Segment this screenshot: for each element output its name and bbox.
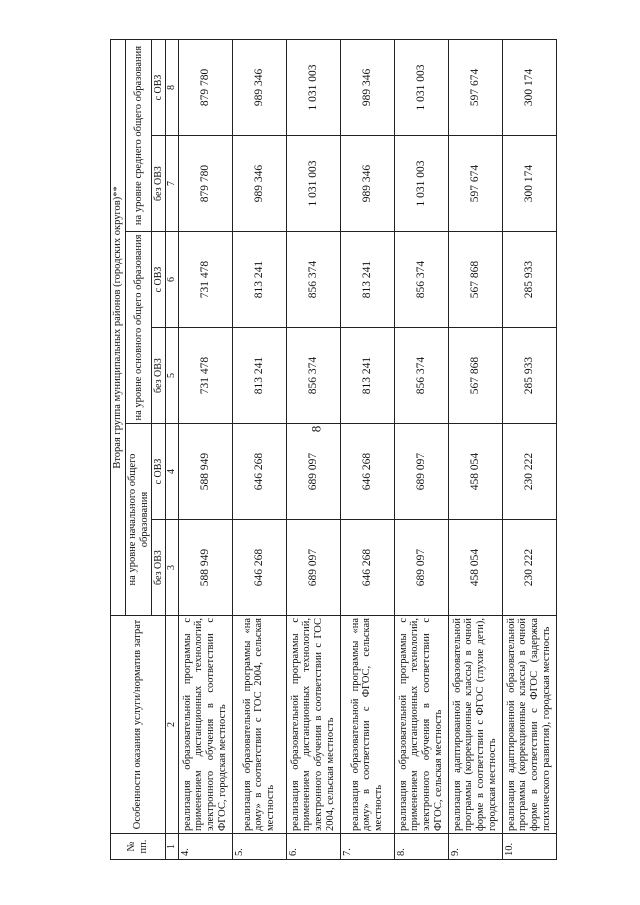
row-value: 989 346 xyxy=(340,39,394,135)
row-value: 646 268 xyxy=(232,424,286,520)
row-value: 646 268 xyxy=(340,520,394,616)
row-value: 989 346 xyxy=(232,136,286,232)
row-value: 813 241 xyxy=(340,232,394,328)
row-value: 567 868 xyxy=(448,328,502,424)
page-number: 8 xyxy=(308,425,324,433)
column-index: 1 xyxy=(166,834,178,860)
row-description: реализация образовательной программы с применением дистанционных технологий, электронного обучения в соответствии с ФГОС, сельская местность xyxy=(394,616,448,834)
row-number: 7. xyxy=(340,834,394,860)
row-value: 300 174 xyxy=(502,39,556,135)
column-index: 6 xyxy=(166,232,178,328)
row-number: 5. xyxy=(232,834,286,860)
header-without-ovz: без ОВЗ xyxy=(152,328,166,424)
row-number: 8. xyxy=(394,834,448,860)
table-row xyxy=(178,39,232,859)
row-number: 6. xyxy=(286,834,340,860)
header-level-secondary: на уровне среднего общего образования xyxy=(125,39,152,231)
row-value: 588 949 xyxy=(178,424,232,520)
header-without-ovz: без ОВЗ xyxy=(152,520,166,616)
row-value: 689 097 xyxy=(394,520,448,616)
row-value: 689 097 xyxy=(394,424,448,520)
column-index: 4 xyxy=(166,424,178,520)
row-value: 731 478 xyxy=(178,232,232,328)
row-description: реализация образовательной программы «на дому» в соответствии с ГОС 2004, сельская местность xyxy=(232,616,286,834)
table-row xyxy=(394,39,448,859)
cost-norms-table xyxy=(110,39,557,860)
column-index: 5 xyxy=(166,328,178,424)
table-row xyxy=(502,39,556,859)
column-index: 7 xyxy=(166,136,178,232)
row-value: 300 174 xyxy=(502,136,556,232)
row-description: реализация образовательной программы с применением дистанционных технологий, электронного обучения в соответствии с ГОС 2004, сельская местность xyxy=(286,616,340,834)
row-value: 879 780 xyxy=(178,39,232,135)
rotated-table-container xyxy=(110,40,560,860)
row-value: 285 933 xyxy=(502,328,556,424)
row-number: 9. xyxy=(448,834,502,860)
row-number: 4. xyxy=(178,834,232,860)
row-value: 689 097 xyxy=(286,424,340,520)
row-value: 856 374 xyxy=(286,232,340,328)
row-value: 597 674 xyxy=(448,39,502,135)
row-description: реализация образовательной программы «на дому» в соответствии с ФГОС, сельская местность xyxy=(340,616,394,834)
row-value: 989 346 xyxy=(340,136,394,232)
table-row xyxy=(340,39,394,859)
row-value: 646 268 xyxy=(340,424,394,520)
header-with-ovz: с ОВЗ xyxy=(152,39,166,135)
column-index-row xyxy=(166,39,178,859)
row-number: 10. xyxy=(502,834,556,860)
header-with-ovz: с ОВЗ xyxy=(152,424,166,520)
row-value: 813 241 xyxy=(340,328,394,424)
header-level-basic: на уровне основного общего образования xyxy=(125,232,152,424)
row-value: 1 031 003 xyxy=(394,39,448,135)
column-index: 2 xyxy=(166,616,178,834)
row-value: 731 478 xyxy=(178,328,232,424)
row-description: реализация образовательной программы с применением дистанционных технологий, электронного обучения в соответствии с ФГОС, городская местность xyxy=(178,616,232,834)
row-description: реализация адаптированной образовательной программы (коррекционные классы) в очной форме в соответствии с ФГОС (глухие дети), городская местность xyxy=(448,616,502,834)
row-value: 856 374 xyxy=(394,328,448,424)
row-value: 646 268 xyxy=(232,520,286,616)
row-value: 285 933 xyxy=(502,232,556,328)
row-value: 458 054 xyxy=(448,520,502,616)
header-level-primary: на уровне начального общего образования xyxy=(125,424,152,616)
header-group: Вторая группа муниципальных районов (городских округов)** xyxy=(111,39,126,615)
row-value: 458 054 xyxy=(448,424,502,520)
column-index: 8 xyxy=(166,39,178,135)
header-without-ovz: без ОВЗ xyxy=(152,136,166,232)
row-value: 588 949 xyxy=(178,520,232,616)
row-value: 1 031 003 xyxy=(286,39,340,135)
row-value: 230 222 xyxy=(502,520,556,616)
row-description: реализация адаптированной образовательной программы (коррекционные классы) в очной форме в соответствии с ФГОС (задержка психического развития), городская местность xyxy=(502,616,556,834)
row-value: 813 241 xyxy=(232,232,286,328)
row-value: 989 346 xyxy=(232,39,286,135)
table-row xyxy=(232,39,286,859)
header-with-ovz: с ОВЗ xyxy=(152,232,166,328)
row-value: 856 374 xyxy=(394,232,448,328)
row-value: 597 674 xyxy=(448,136,502,232)
column-index: 3 xyxy=(166,520,178,616)
table-row xyxy=(448,39,502,859)
table-row xyxy=(286,39,340,859)
row-value: 689 097 xyxy=(286,520,340,616)
row-value: 567 868 xyxy=(448,232,502,328)
row-value: 856 374 xyxy=(286,328,340,424)
row-value: 879 780 xyxy=(178,136,232,232)
row-value: 813 241 xyxy=(232,328,286,424)
row-value: 1 031 003 xyxy=(394,136,448,232)
header-feature: Особенности оказания услуги/норматив затрат xyxy=(111,616,166,834)
row-value: 230 222 xyxy=(502,424,556,520)
header-no: № пп. xyxy=(111,834,166,860)
row-value: 1 031 003 xyxy=(286,136,340,232)
